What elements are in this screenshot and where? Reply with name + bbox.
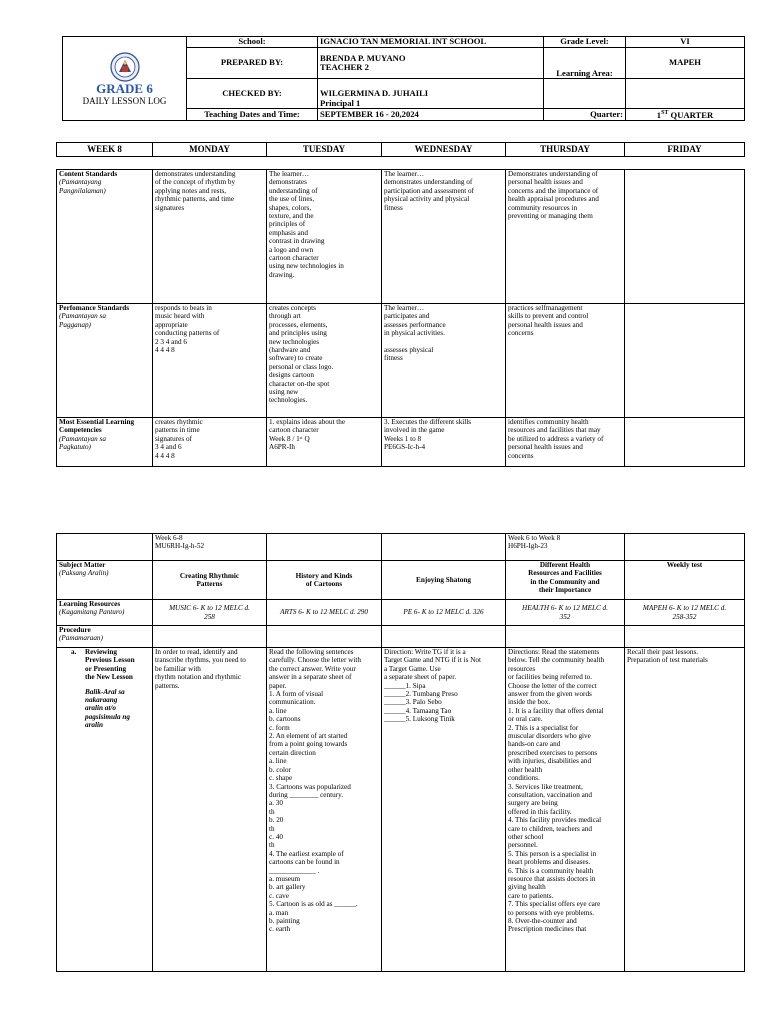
cell-line: 3. Executes the different skills xyxy=(384,418,472,426)
cell-line: Preparation of test materials xyxy=(627,656,708,665)
cell-line: certain direction xyxy=(269,748,316,757)
performance-friday xyxy=(625,304,745,418)
cell-line: heart problems and diseases. xyxy=(508,858,591,867)
day-thursday: THURSDAY xyxy=(506,143,625,157)
cell-line: 1. explains ideas about the xyxy=(269,418,346,426)
cell-line: to persons with eye problems. xyxy=(508,908,595,917)
logo-cell xyxy=(63,37,187,121)
learning-area-value: MAPEH xyxy=(626,48,745,79)
cell-line: fitness xyxy=(384,203,403,212)
cell-line: PE6GS-Ic-h-4 xyxy=(384,443,426,452)
codes-monday xyxy=(153,534,267,561)
content-thursday xyxy=(506,170,625,304)
cell-line: principles of xyxy=(269,220,306,229)
cell-line: processes, elements, xyxy=(269,320,328,329)
cell-line: shapes, colors, xyxy=(269,203,312,212)
cell-line: In order to read, identify and xyxy=(155,648,238,656)
cell-line: patterns. xyxy=(155,681,180,690)
cell-line: offered in this facility. xyxy=(508,807,572,816)
cell-line: Read the following sentences xyxy=(269,648,354,656)
resources-thursday xyxy=(506,600,625,626)
cell-line: 3 4 and 6 xyxy=(155,443,182,452)
quarter-value: 1ST QUARTER xyxy=(626,109,745,121)
cell-line: Recall their past lessons. xyxy=(627,648,699,656)
cell-line: A6PR-Ih xyxy=(269,443,295,452)
cell-line: Week 6 to Week 8 xyxy=(508,534,561,542)
cell-line: using new xyxy=(269,388,299,397)
melc-label: Most Essential Learning Competencies (Pamantayan sa Pagkatuto) xyxy=(57,418,153,467)
cell-line: 7. This specialist offers eye care xyxy=(508,900,601,909)
cell-line: a. man xyxy=(269,908,289,917)
cell-line: 5. Cartoon is as old as ______. xyxy=(269,900,358,909)
grade-level-value: VI xyxy=(626,37,745,48)
cell-line: _____________ . xyxy=(269,866,320,875)
subject-monday xyxy=(153,561,267,600)
prepared-name: BRENDA P. MUYANO xyxy=(320,52,406,63)
cell-line: signatures of xyxy=(155,434,192,443)
melc-wednesday xyxy=(382,418,506,467)
cell-line: during ________ century. xyxy=(269,790,343,799)
cell-line: a logo and own xyxy=(269,245,314,254)
cell-line: concerns xyxy=(508,451,534,460)
subject-wednesday xyxy=(382,561,506,600)
cell-line: physical activity and physical xyxy=(384,195,470,204)
cell-line: 4. This facility provides medical xyxy=(508,816,602,825)
cell-line: identifies community health xyxy=(508,418,589,426)
cell-line: giving health xyxy=(508,883,546,892)
melc-row xyxy=(57,418,745,467)
cell-line: MU6RH-Ig-h-52 xyxy=(155,542,205,551)
review-friday xyxy=(625,648,745,972)
cell-line: 3. Cartoons was popularized xyxy=(269,782,351,791)
cell-line: new technologies xyxy=(269,337,320,346)
day-tuesday: TUESDAY xyxy=(267,143,382,157)
cell-line: health appraisal procedures and xyxy=(508,195,599,204)
cell-line: MUSIC 6- K to 12 MELC d. xyxy=(169,604,250,613)
cell-line: 258-352 xyxy=(672,612,697,621)
review-monday xyxy=(153,648,267,972)
cell-line: consultation, vaccination and xyxy=(508,790,593,799)
cell-line: drawing. xyxy=(269,270,295,279)
content-standards-label: Content Standards (Pamantayang Pangnilalaman) xyxy=(57,170,153,304)
cell-line: ______3. Palo Sebo xyxy=(384,698,442,707)
subject-thursday xyxy=(506,561,625,600)
cell-line: other school xyxy=(508,832,544,841)
cell-line: participation and assessment of xyxy=(384,186,475,195)
cell-line: 1. A form of visual xyxy=(269,690,324,699)
melc-tuesday xyxy=(267,418,382,467)
cell-line: practices selfmanagement xyxy=(508,304,583,312)
cell-line: resource that assists doctors in xyxy=(508,874,596,883)
school-value: IGNACIO TAN MEMORIAL INT SCHOOL xyxy=(318,37,544,48)
melc-friday xyxy=(625,418,745,467)
review-wednesday xyxy=(382,648,506,972)
prepared-title: TEACHER 2 xyxy=(320,62,369,72)
cell-line: Weekly test xyxy=(666,561,703,569)
cell-line: through art xyxy=(269,312,301,321)
cell-line: using new technologies in xyxy=(269,262,344,271)
cell-line: Directions: Read the statements xyxy=(508,648,600,656)
cell-line: personal health issues and xyxy=(508,178,583,187)
cell-line: 1. It is a facility that offers dental xyxy=(508,706,604,715)
cell-line: rhythmic patterns, and time xyxy=(155,195,235,204)
cell-line: cartoons can be found in xyxy=(269,858,340,867)
cell-line: demonstrates understanding of xyxy=(384,178,473,187)
cell-line: ______2. Tumbang Preso xyxy=(384,690,458,699)
cell-line: conditions. xyxy=(508,774,540,783)
cell-line: Resources and Facilities xyxy=(528,569,602,578)
standards-table xyxy=(56,169,745,467)
cell-line: carefully. Choose the letter with xyxy=(269,656,361,665)
cell-line: patterns in time xyxy=(155,426,200,435)
cell-line: a. line xyxy=(269,706,287,715)
performance-standards-row xyxy=(57,304,745,418)
cell-line: Weeks 1 to 8 xyxy=(384,434,422,443)
cell-line: preventing or managing them xyxy=(508,212,593,221)
prepared-label: PREPARED BY: xyxy=(187,48,318,79)
learning-area-label: Learning Area: xyxy=(544,48,626,79)
cell-line: 6. This is a community health xyxy=(508,866,594,875)
review-thursday xyxy=(506,648,625,972)
cell-line: personal health issues and xyxy=(508,443,583,452)
cell-line: Prescription medicines that xyxy=(508,925,587,934)
cell-line: cartoon character xyxy=(269,426,319,435)
cell-line: assesses performance xyxy=(384,320,446,329)
cell-line: appropriate xyxy=(155,320,188,329)
school-label: School: xyxy=(187,37,318,48)
week-header-table xyxy=(56,142,745,157)
cell-line: ______5. Luksong Tinik xyxy=(384,715,455,724)
dates-value: SEPTEMBER 16 - 20,2024 xyxy=(318,109,544,121)
cell-line: PE 6- K to 12 MELC d. 326 xyxy=(403,608,484,617)
cell-line: concerns and the importance of xyxy=(508,186,599,195)
prepared-by xyxy=(318,48,544,79)
cell-line: inside the box. xyxy=(508,698,551,707)
cell-line: involved in the game xyxy=(384,426,445,435)
cell-line: creates rhythmic xyxy=(155,418,203,426)
cell-line: assesses physical xyxy=(384,346,434,355)
checked-label: CHECKED BY: xyxy=(187,79,318,109)
cell-line: b. painting xyxy=(269,917,300,925)
cell-line: The learner… xyxy=(269,170,310,178)
cell-line: with injuries, disabilities and xyxy=(508,757,592,766)
cell-line: designs cartoon xyxy=(269,371,314,380)
review-label: a. Reviewing Previous Lesson or Presenting the New Lesson Balik-Aral sa nakaraang aralin at/o pagsisimula ng aralin xyxy=(57,648,153,972)
quarter-label: Quarter: xyxy=(544,109,626,121)
cell-line: communication. xyxy=(269,698,316,707)
cell-line: b. 20 xyxy=(269,816,284,825)
cell-line: creates concepts xyxy=(269,304,316,312)
review-tuesday xyxy=(267,648,382,972)
cell-line: contrast in drawing xyxy=(269,237,325,246)
checked-by xyxy=(318,79,544,109)
content-tuesday xyxy=(267,170,382,304)
cell-line: c. shape xyxy=(269,774,293,783)
cell-line: Week 8 / 1ˢᵗ Q xyxy=(269,434,310,443)
cell-line: the correct answer. Write your xyxy=(269,664,356,673)
cell-line: muscular disorders who give xyxy=(508,732,591,741)
day-wednesday: WEDNESDAY xyxy=(382,143,506,157)
procedure-row xyxy=(57,626,745,648)
cell-line: participates and xyxy=(384,312,430,321)
grade-title: GRADE 6 xyxy=(96,80,153,96)
subject-tuesday xyxy=(267,561,382,600)
cell-line: c. form xyxy=(269,723,290,732)
cell-line: emphasis and xyxy=(269,228,308,237)
cell-line xyxy=(384,338,503,346)
cell-line: care to children, teachers and xyxy=(508,824,593,833)
cell-line: 2. This is a specialist for xyxy=(508,723,579,732)
cell-line: from a point going towards xyxy=(269,740,348,749)
cell-line: 4. The earliest example of xyxy=(269,849,344,858)
cell-line: a Target Game. Use xyxy=(384,664,441,673)
subject-friday xyxy=(625,561,745,600)
cell-line: fitness xyxy=(384,354,403,363)
cell-line: rhythm notation and rhythmic xyxy=(155,673,242,682)
cell-line: texture, and the xyxy=(269,212,314,221)
cell-line: technologies. xyxy=(269,396,308,405)
cell-line: Creating Rhythmic xyxy=(179,571,240,580)
cell-line: in the Community and xyxy=(530,577,600,586)
cell-line: b. art gallery xyxy=(269,883,306,892)
performance-wednesday xyxy=(382,304,506,418)
cell-line: hands-on care and xyxy=(508,740,561,749)
cell-line: resources and facilities that may xyxy=(508,426,601,435)
cell-line: of the concept of rhythm by xyxy=(155,178,236,187)
cell-line: a. 30 xyxy=(269,799,283,808)
cell-line: or oral care. xyxy=(508,715,543,724)
cell-line: surgery are being xyxy=(508,799,558,808)
cell-line: th xyxy=(269,807,275,816)
cell-line: Choose the letter of the correct xyxy=(508,681,597,690)
subject-matter-row xyxy=(57,561,745,600)
cell-line: 5. This person is a specialist in xyxy=(508,849,597,858)
cell-line: of Cartoons xyxy=(305,580,343,588)
resources-row xyxy=(57,600,745,626)
cell-line: personnel. xyxy=(508,841,538,850)
cell-line: Different Health xyxy=(539,561,591,569)
performance-thursday xyxy=(506,304,625,418)
cell-line: MAPEH 6- K to 12 MELC d. xyxy=(642,604,727,613)
cell-line: and principles using xyxy=(269,329,327,338)
cell-line: applying notes and rests, xyxy=(155,186,227,195)
cell-line: the use of lines, xyxy=(269,195,315,204)
resources-monday xyxy=(153,600,267,626)
content-monday xyxy=(153,170,267,304)
cell-line: conducting patterns of xyxy=(155,329,220,338)
cell-line: Patterns xyxy=(196,580,223,588)
codes-row xyxy=(57,534,745,561)
cell-line: their Importance xyxy=(538,586,592,595)
cell-line: a. museum xyxy=(269,874,301,883)
grade-level-label: Grade Level: xyxy=(544,37,626,48)
cell-line: Enjoying Shatong xyxy=(416,575,471,584)
deped-seal-icon xyxy=(110,52,140,82)
cell-line: b. cartoons xyxy=(269,715,301,724)
cell-line: cartoon character xyxy=(269,254,319,263)
review-row xyxy=(57,648,745,972)
cell-line: signatures xyxy=(155,203,185,212)
cell-line: th xyxy=(269,841,275,850)
cell-line: skills to prevent and control xyxy=(508,312,589,321)
cell-line: answer in a separate sheet of xyxy=(269,673,352,682)
cell-line: responds to beats in xyxy=(155,304,212,312)
cell-line: The learner… xyxy=(384,170,425,178)
day-friday: FRIDAY xyxy=(625,143,745,157)
resources-label: Learning Resources (Kagamitang Panturo) xyxy=(57,600,153,626)
cell-line: transcribe rhythms, you need to xyxy=(155,656,246,665)
cell-line: character on-the spot xyxy=(269,379,330,388)
cell-line: c. 40 xyxy=(269,832,283,841)
melc-thursday xyxy=(506,418,625,467)
checked-name: WILGERMINA D. JUHAILI xyxy=(320,88,429,98)
cell-line: 2 3 4 and 6 xyxy=(155,337,187,346)
performance-monday xyxy=(153,304,267,418)
cell-line: care to patients. xyxy=(508,891,554,900)
header-table xyxy=(62,36,745,121)
cell-line: understanding of xyxy=(269,186,318,195)
cell-line: other health xyxy=(508,765,543,774)
cell-line: (hardware and xyxy=(269,346,311,355)
cell-line: a separate sheet of paper. xyxy=(384,673,457,682)
cell-line: c. cave xyxy=(269,891,289,900)
cell-line: 3. Services like treatment, xyxy=(508,782,583,791)
performance-tuesday xyxy=(267,304,382,418)
cell-line: 2. An element of art started xyxy=(269,732,348,741)
cell-line: b. color xyxy=(269,765,291,774)
cell-line: community resources in xyxy=(508,203,578,212)
week-label: WEEK 8 xyxy=(57,143,153,157)
cell-line: be familiar with xyxy=(155,664,201,673)
cell-line: personal or class logo. xyxy=(269,362,334,371)
cell-line: ARTS 6- K to 12 MELC d. 290 xyxy=(280,608,368,617)
cell-line: Demonstrates understanding of xyxy=(508,170,598,178)
cell-line: personal health issues and xyxy=(508,320,583,329)
resources-tuesday xyxy=(267,600,382,626)
procedure-table xyxy=(56,533,745,972)
dates-label: Teaching Dates and Time: xyxy=(187,109,318,121)
cell-line: ______4. Tamaang Tao xyxy=(384,706,452,715)
melc-monday xyxy=(153,418,267,467)
cell-line: c. earth xyxy=(269,925,291,934)
cell-line: 352 xyxy=(559,612,571,621)
cell-line: demonstrates understanding xyxy=(155,170,236,178)
cell-line: 4 4 4 8 xyxy=(155,346,175,355)
cell-line: 8. Over-the-counter and xyxy=(508,917,577,925)
cell-line: th xyxy=(269,824,275,833)
cell-line: resources xyxy=(508,664,536,673)
cell-line: software) to create xyxy=(269,354,323,363)
resources-friday xyxy=(625,600,745,626)
cell-line: Direction: Write TG if it is a xyxy=(384,648,466,656)
cell-line: or facilities being referred to. xyxy=(508,673,593,682)
subject-matter-label: Subject Matter (Paksang Aralin) xyxy=(57,561,153,600)
cell-line: 258 xyxy=(204,612,215,621)
content-friday xyxy=(625,170,745,304)
checked-title: Principal 1 xyxy=(320,97,361,108)
codes-thursday xyxy=(506,534,625,561)
resources-wednesday xyxy=(382,600,506,626)
dll-title: DAILY LESSON LOG xyxy=(82,95,167,106)
cell-line: music heard with xyxy=(155,312,205,321)
cell-line: Week 6-8 xyxy=(155,534,183,542)
procedure-label: Procedure (Pamamaraan) xyxy=(57,626,153,648)
day-monday: MONDAY xyxy=(153,143,267,157)
cell-line: prescribed exercises to persons xyxy=(508,748,598,757)
cell-line: answer from the given words xyxy=(508,690,592,699)
cell-line: Target Game and NTG if it is Not xyxy=(384,656,481,665)
cell-line: be utilized to address a variety of xyxy=(508,434,604,443)
cell-line: H6PH-Igh-23 xyxy=(508,542,548,551)
cell-line: below. Tell the community health xyxy=(508,656,605,665)
content-standards-row xyxy=(57,170,745,304)
cell-line: paper. xyxy=(269,681,287,690)
cell-line: ______1. Sipa xyxy=(384,681,426,690)
cell-line: in physical activities. xyxy=(384,329,445,338)
cell-line: 4 4 4 8 xyxy=(155,451,175,460)
performance-standards-label: Perfomance Standards (Pamantayan sa Pagganap) xyxy=(57,304,153,418)
cell-line: History and Kinds xyxy=(295,571,353,580)
cell-line: The learner… xyxy=(384,304,425,312)
cell-line: demonstrates xyxy=(269,178,307,187)
cell-line: a. line xyxy=(269,757,287,766)
content-wednesday xyxy=(382,170,506,304)
cell-line: concerns xyxy=(508,329,534,338)
cell-line: HEALTH 6- K to 12 MELC d. xyxy=(522,604,608,613)
